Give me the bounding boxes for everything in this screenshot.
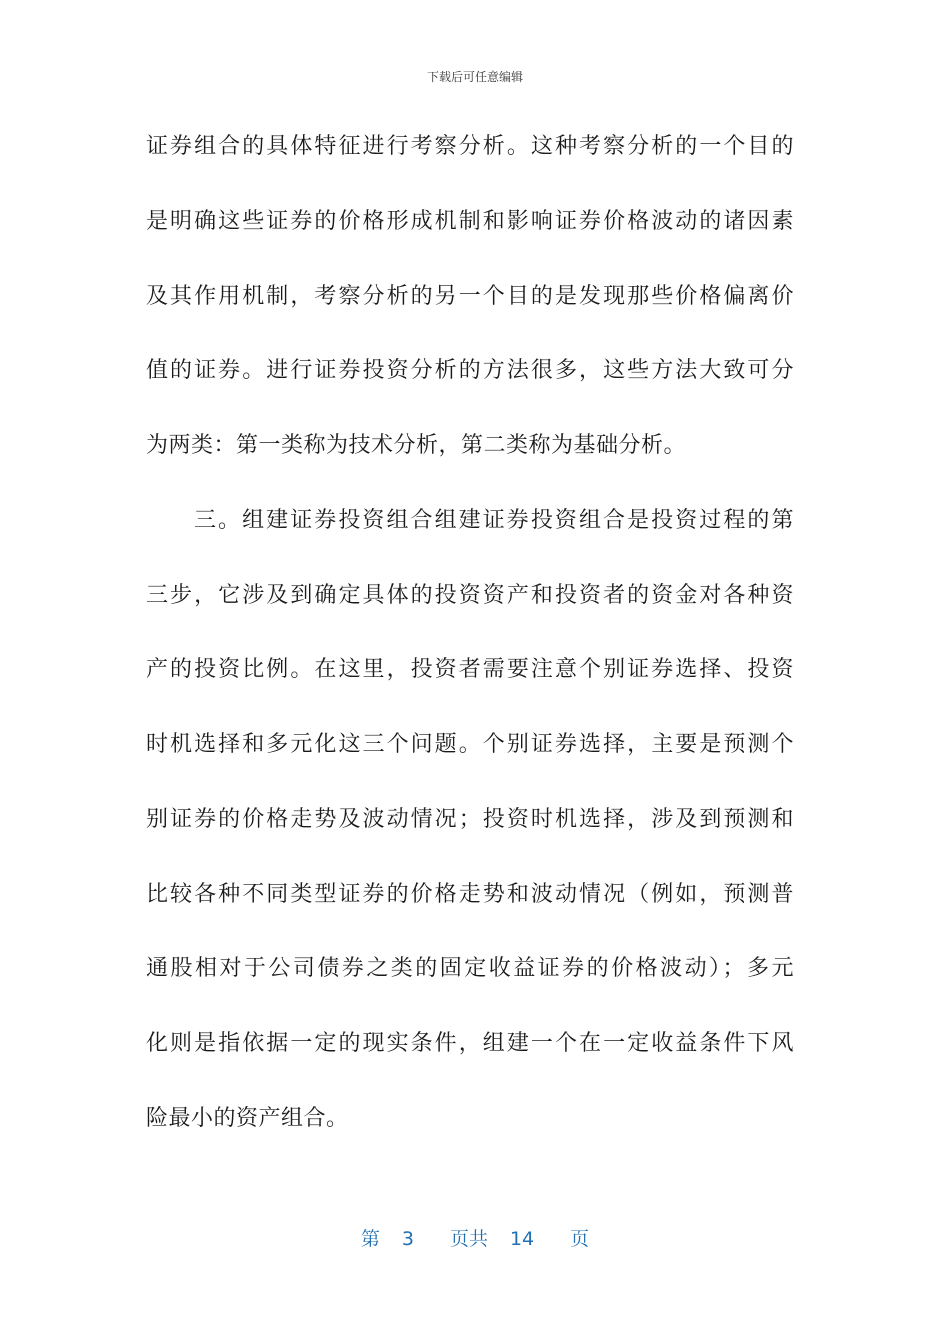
paragraph-2-line-4: 时机选择和多元化这三个问题。个别证券选择，主要是预测个 — [146, 732, 794, 757]
paragraph-2-line-7: 通股相对于公司债券之类的固定收益证券的价格波动）；多元 — [146, 956, 794, 982]
footer-current-page: 3 — [401, 1228, 414, 1250]
page-header: 下载后可任意编辑 — [426, 70, 523, 84]
footer-total-pages: 14 — [509, 1228, 535, 1250]
paragraph-2-line-9: 险最小的资产组合。 — [146, 1105, 349, 1131]
paragraph-1-line-2: 是明确这些证券的价格形成机制和影响证券价格波动的诸因素 — [146, 208, 794, 234]
paragraph-1-line-1: 证券组合的具体特征进行考察分析。这种考察分析的一个目的 — [146, 134, 794, 159]
footer-prefix: 第 — [360, 1228, 380, 1250]
page-footer — [0, 1224, 950, 1251]
paragraph-2-line-1: 三。组建证券投资组合组建证券投资组合是投资过程的第 — [194, 507, 794, 533]
paragraph-2-line-2: 三步，它涉及到确定具体的投资资产和投资者的资金对各种资 — [146, 582, 794, 608]
document-body — [146, 110, 794, 1157]
paragraph-2-line-3: 产的投资比例。在这里，投资者需要注意个别证券选择、投资 — [146, 657, 794, 683]
paragraph-2-line-5: 别证券的价格走势及波动情况；投资时机选择，涉及到预测和 — [146, 806, 794, 832]
paragraph-1-line-4: 值的证券。进行证券投资分析的方法很多，这些方法大致可分 — [146, 358, 794, 384]
paragraph-2-line-8: 化则是指依据一定的现实条件，组建一个在一定收益条件下风 — [146, 1031, 794, 1056]
paragraph-1-line-5: 为两类：第一类称为技术分析，第二类称为基础分析。 — [146, 433, 687, 458]
paragraph-1-line-3: 及其作用机制，考察分析的另一个目的是发现那些价格偏离价 — [146, 283, 794, 309]
footer-suffix: 页 — [570, 1228, 590, 1250]
footer-mid: 页共 — [449, 1228, 488, 1250]
paragraph-2-line-6: 比较各种不同类型证券的价格走势和波动情况（例如，预测普 — [146, 881, 794, 907]
